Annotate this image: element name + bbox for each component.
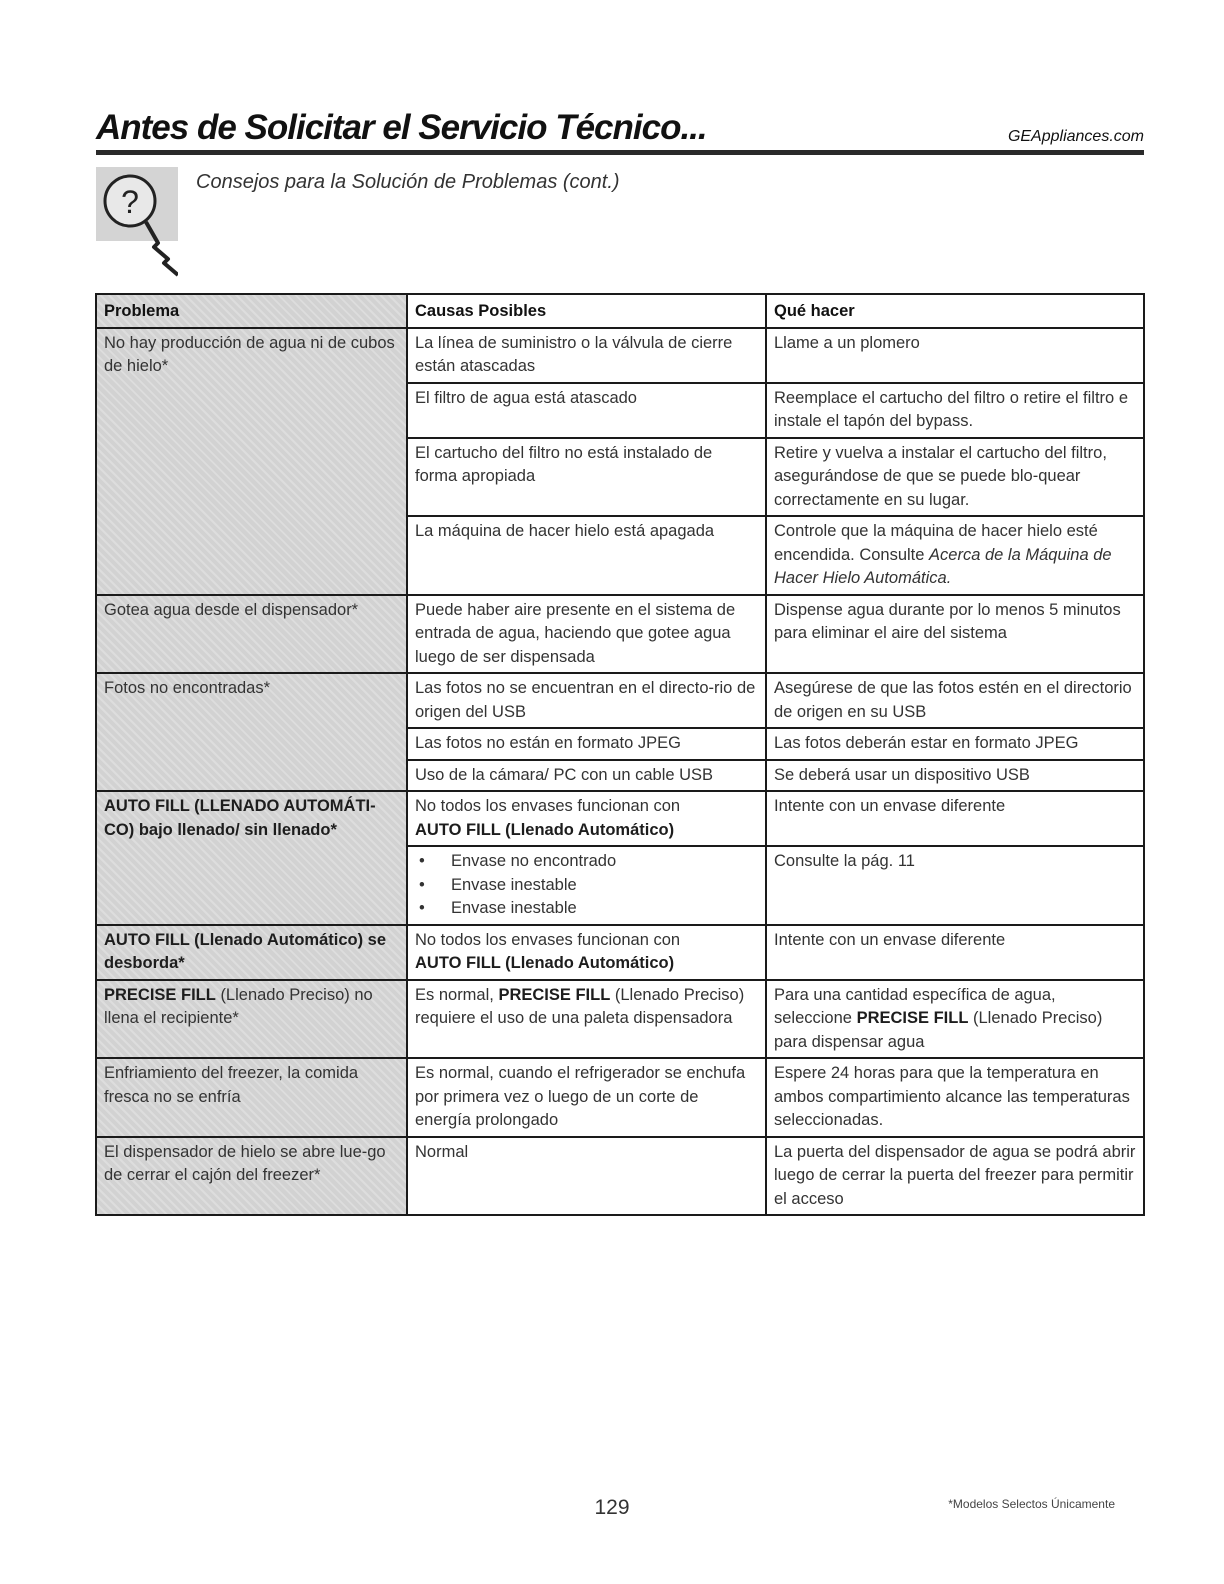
list-item: • Envase inestable bbox=[415, 874, 758, 898]
question-magnifier-icon bbox=[96, 167, 178, 241]
cause-bullet-list bbox=[415, 850, 758, 921]
list-item: • Envase inestable bbox=[415, 897, 758, 921]
page-title: Antes de Solicitar el Servicio Técnico... bbox=[96, 108, 707, 147]
problem-cell: Fotos no encontradas* bbox=[96, 673, 407, 791]
troubleshooting-table bbox=[95, 293, 1145, 1216]
cause-cell: Las fotos no se encuentran en el directo-rio de origen del USB bbox=[407, 673, 766, 728]
column-header-causes: Causas Posibles bbox=[407, 294, 766, 328]
problem-cell: Enfriamiento del freezer, la comida fresca no se enfría bbox=[96, 1058, 407, 1137]
action-cell: Intente con un envase diferente bbox=[766, 791, 1144, 846]
action-cell: Reemplace el cartucho del filtro o retire el filtro e instale el tapón del bypass. bbox=[766, 383, 1144, 438]
action-feature-name: PRECISE FILL bbox=[856, 1009, 969, 1027]
cause-cell: El cartucho del filtro no está instalado de forma apropiada bbox=[407, 438, 766, 517]
action-reference: Acerca de la Máquina de Hacer Hielo Automática. bbox=[774, 545, 1112, 587]
cause-cell bbox=[407, 925, 766, 980]
cause-cell: Puede haber aire presente en el sistema de entrada de agua, haciendo que gotee agua luego de ser dispensada bbox=[407, 595, 766, 674]
action-cell: Asegúrese de que las fotos estén en el directorio de origen en su USB bbox=[766, 673, 1144, 728]
cause-cell bbox=[407, 846, 766, 925]
problem-cell: AUTO FILL (Llenado Automático) se desborda* bbox=[96, 925, 407, 980]
cause-text: No todos los envases funcionan con bbox=[415, 930, 681, 949]
action-cell: Llame a un plomero bbox=[766, 328, 1144, 383]
action-cell: Dispense agua durante por lo menos 5 minutos para eliminar el aire del sistema bbox=[766, 595, 1144, 674]
column-header-action: Qué hacer bbox=[766, 294, 1144, 328]
svg-text:?: ? bbox=[121, 184, 139, 220]
cause-text: No todos los envases funcionan con bbox=[415, 797, 681, 815]
cause-cell: La máquina de hacer hielo está apagada bbox=[407, 516, 766, 595]
cause-cell: Es normal, cuando el refrigerador se enchufa por primera vez o luego de un corte de energía prolongado bbox=[407, 1058, 766, 1137]
cause-cell: Las fotos no están en formato JPEG bbox=[407, 728, 766, 760]
action-text: (Llenado Preciso) para dispensar agua bbox=[774, 1009, 1103, 1051]
cause-feature-name: PRECISE FILL bbox=[498, 985, 611, 1004]
problem-feature-name: PRECISE FILL bbox=[104, 985, 216, 1004]
action-cell: Las fotos deberán estar en formato JPEG bbox=[766, 728, 1144, 760]
action-cell: Espere 24 horas para que la temperatura en ambos compartimiento alcance las temperaturas seleccionadas. bbox=[766, 1058, 1144, 1137]
problem-cell bbox=[96, 980, 407, 1059]
website-label: GEAppliances.com bbox=[1007, 128, 1144, 145]
action-cell: Intente con un envase diferente bbox=[766, 925, 1144, 980]
cause-cell: Normal bbox=[407, 1137, 766, 1216]
list-item: • Envase no encontrado bbox=[415, 850, 758, 874]
action-cell: Consulte la pág. 11 bbox=[766, 846, 1144, 925]
column-header-problem: Problema bbox=[96, 294, 407, 328]
cause-cell: La línea de suministro o la válvula de cierre están atascadas bbox=[407, 328, 766, 383]
footnote: *Modelos Selectos Únicamente bbox=[948, 1497, 1115, 1511]
problem-cell: Gotea agua desde el dispensador* bbox=[96, 595, 407, 674]
problem-cell: No hay producción de agua ni de cubos de hielo* bbox=[96, 328, 407, 595]
action-cell bbox=[766, 516, 1144, 595]
action-cell: Retire y vuelva a instalar el cartucho del filtro, asegurándose de que se puede blo-quear correctamente en su lugar. bbox=[766, 438, 1144, 517]
action-cell bbox=[766, 980, 1144, 1059]
cause-text: (Llenado Preciso) requiere el uso de una paleta dispensadora bbox=[415, 985, 745, 1027]
cause-cell bbox=[407, 980, 766, 1059]
table-header-row bbox=[96, 294, 1144, 328]
problem-cell: El dispensador de hielo se abre lue-go de cerrar el cajón del freezer* bbox=[96, 1137, 407, 1216]
problem-cell: AUTO FILL (LLENADO AUTOMÁTI-CO) bajo llenado/ sin llenado* bbox=[96, 791, 407, 925]
cause-prefix: Es normal, bbox=[415, 985, 494, 1004]
table-row bbox=[96, 791, 1144, 846]
cause-cell: Uso de la cámara/ PC con un cable USB bbox=[407, 760, 766, 792]
table-row bbox=[96, 595, 1144, 674]
table-row bbox=[96, 1137, 1144, 1216]
action-text: Controle que la máquina de hacer hielo esté encendida. Consulte bbox=[774, 522, 1098, 564]
problem-text: (Llenado Preciso) no llena el recipiente* bbox=[104, 985, 373, 1027]
cause-cell: El filtro de agua está atascado bbox=[407, 383, 766, 438]
section-subtitle: Consejos para la Solución de Problemas (cont.) bbox=[196, 171, 620, 193]
page-header bbox=[96, 108, 1144, 154]
table-row bbox=[96, 673, 1144, 728]
action-cell: La puerta del dispensador de agua se podrá abrir luego de cerrar la puerta del freezer para permitir el acceso bbox=[766, 1137, 1144, 1216]
cause-feature-name: AUTO FILL (Llenado Automático) bbox=[415, 954, 675, 972]
table-row bbox=[96, 980, 1144, 1059]
cause-cell bbox=[407, 791, 766, 846]
table-row bbox=[96, 328, 1144, 383]
table-row bbox=[96, 925, 1144, 980]
cause-feature-name: AUTO FILL (Llenado Automático) bbox=[415, 820, 675, 839]
action-cell: Se deberá usar un dispositivo USB bbox=[766, 760, 1144, 792]
action-prefix: Para una cantidad específica de agua, seleccione bbox=[774, 985, 1056, 1027]
table-row bbox=[96, 1058, 1144, 1137]
page-number: 129 bbox=[594, 1496, 630, 1519]
header-rule bbox=[96, 150, 1144, 155]
